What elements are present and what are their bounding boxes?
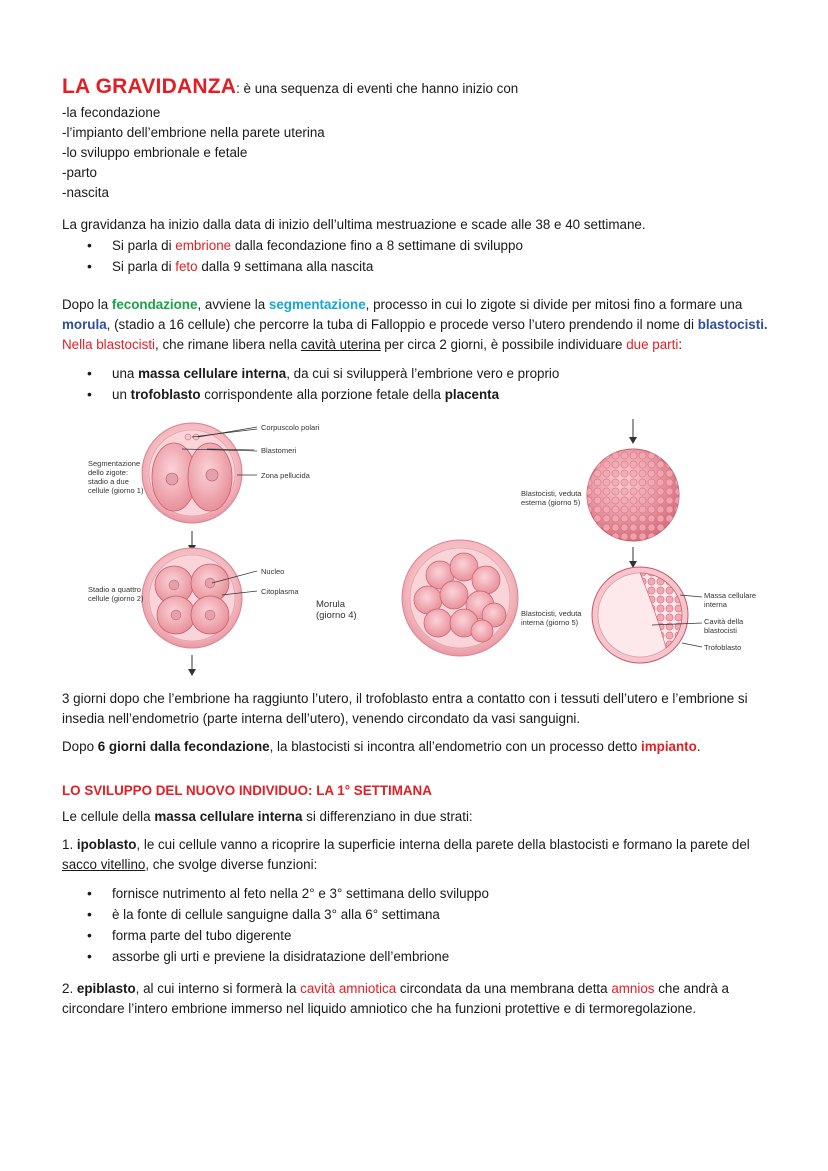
intro-line: LA GRAVIDANZA: è una sequenza di eventi che hanno inizio con (62, 75, 519, 98)
implantation-paragraph: 3 giorni dopo che l’embrione ha raggiunto l’utero, il trofoblasto entra a contatto con i tessuti dell’utero e l’embrione si insedia nell’endometrio (parte interna dell’utero), venendo circondato da vasi sanguigni. (62, 691, 748, 726)
label-inner-cell-mass: Massa cellulare interna (704, 591, 757, 609)
step-2: -l’impianto dell’embrione nella parete uterina (62, 125, 325, 140)
four-cell-stage (142, 548, 242, 648)
figure-illustration (62, 415, 768, 683)
list-item: • assorbe gli urti e previene la disidratazione dell’embrione (62, 946, 768, 967)
document-page (62, 74, 768, 1019)
list-item: • Si parla di feto dalla 9 settimana alla nascita (62, 256, 768, 277)
label-four-cell: Stadio a quattro cellule (giorno 2) (88, 585, 144, 603)
day6-paragraph: Dopo 6 giorni dalla fecondazione, la blastocisti si incontra all’endometrio con un processo detto impianto. (62, 739, 701, 754)
segmentation-paragraph: Dopo la fecondazione, avviene la segmentazione, processo in cui lo zigote si divide per mitosi fino a formare una morula, (stadio a 16 cellule) che percorre la tuba di Falloppio e procede verso l’utero prendendo il nome di blastocisti. (62, 297, 768, 332)
list-item: • fornisce nutrimento al feto nella 2° e 3° settimana dello sviluppo (62, 883, 768, 904)
yolk-sac-functions (62, 883, 768, 967)
blastocyst-paragraph: Nella blastocisti, che rimane libera nella cavità uterina per circa 2 giorni, è possibile individuare due parti: (62, 337, 683, 352)
section-heading: LO SVILUPPO DEL NUOVO INDIVIDUO: LA 1° SETTIMANA (62, 783, 432, 798)
list-item: • è la fonte di cellule sanguigne dalla 3° alla 6° settimana (62, 904, 768, 925)
label-two-cell: Segmentazione dello zigote: stadio a due cellule (giorno 1) (88, 459, 144, 495)
blastocyst-external (587, 449, 679, 541)
layers-intro: Le cellule della massa cellulare interna si differenziano in due strati: (62, 809, 473, 824)
embryo-fetus-list (62, 235, 768, 277)
label-cytoplasm: Citoplasma (261, 587, 299, 596)
embryo-development-figure (62, 415, 768, 683)
label-blastomeres: Blastomeri (261, 446, 297, 455)
two-cell-stage (142, 423, 242, 523)
label-zona-pellucida: Zona pellucida (261, 471, 310, 480)
list-item: • forma parte del tubo digerente (62, 925, 768, 946)
epiblast-paragraph: 2. epiblasto, al cui interno si formerà la cavità amniotica circondata da una membrana detta amnios che andrà a circondare l’intero embrione immerso nel liquido amniotico che ha funzioni protettive e di termoregolazione. (62, 981, 729, 1016)
label-trophoblast: Trofoblasto (704, 643, 742, 652)
label-blastocyst-internal: Blastocisti, veduta interna (giorno 5) (521, 609, 582, 627)
hypoblast-paragraph: 1. ipoblasto, le cui cellule vanno a ricoprire la superficie interna della parete della blastocisti e formano la parete del sacco vitellino, che svolge diverse funzioni: (62, 837, 750, 872)
label-blastocyst-external: Blastocisti, veduta esterna (giorno 5) (521, 489, 582, 507)
label-polar-bodies: Corpuscolo polari (261, 423, 320, 432)
morula (402, 540, 518, 656)
list-item: • una massa cellulare interna, da cui si svilupperà l’embrione vero e proprio (62, 363, 768, 384)
label-blastocoel: Cavità della blastocisti (704, 617, 744, 635)
label-morula: Morula (giorno 4) (316, 599, 357, 621)
step-5: -nascita (62, 185, 109, 200)
step-1: -la fecondazione (62, 105, 161, 120)
step-3: -lo sviluppo embrionale e fetale (62, 145, 248, 160)
pregnancy-duration: La gravidanza ha inizio dalla data di inizio dell’ultima mestruazione e scade alle 38 e 40 settimane. (62, 217, 646, 232)
step-4: -parto (62, 165, 97, 180)
page-title: LA GRAVIDANZA (62, 75, 237, 98)
list-item: • Si parla di embrione dalla fecondazione fino a 8 settimane di sviluppo (62, 235, 768, 256)
list-item: • un trofoblasto corrispondente alla porzione fetale della placenta (62, 384, 768, 405)
blastocyst-internal (570, 567, 688, 663)
label-nucleus: Nucleo (261, 567, 285, 576)
blastocyst-parts-list (62, 363, 768, 405)
